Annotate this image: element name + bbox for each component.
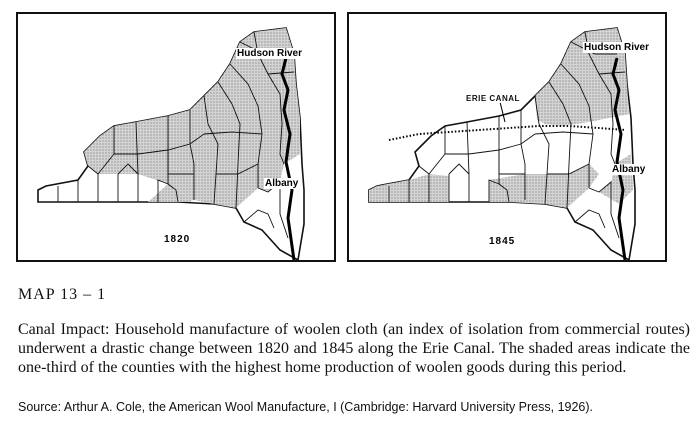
river-label: Hudson River: [237, 48, 303, 59]
river-label: Hudson River: [584, 42, 650, 53]
source-citation: Source: Arthur A. Cole, the American Wool Manufacture, I (Cambridge: Harvard University Press, 1926).: [18, 400, 594, 414]
map-panel-1845: [347, 12, 667, 262]
map-year: 1820: [164, 234, 191, 245]
caption: Canal Impact: Household manufacture of woolen cloth (an index of isolation from commercial routes) underwent a drastic change between 1820 and 1845 along the Erie Canal. The shaded areas indicate the one-third of the counties with the highest home production of woolen goods during this period.: [18, 321, 690, 376]
city-label: Albany: [612, 164, 646, 175]
map-year: 1845: [489, 236, 516, 247]
map-number: MAP 13 – 1: [18, 286, 107, 303]
canal-label: ERIE CANAL: [466, 94, 520, 103]
map-panel-1820: [16, 12, 336, 262]
city-label: Albany: [265, 178, 299, 189]
